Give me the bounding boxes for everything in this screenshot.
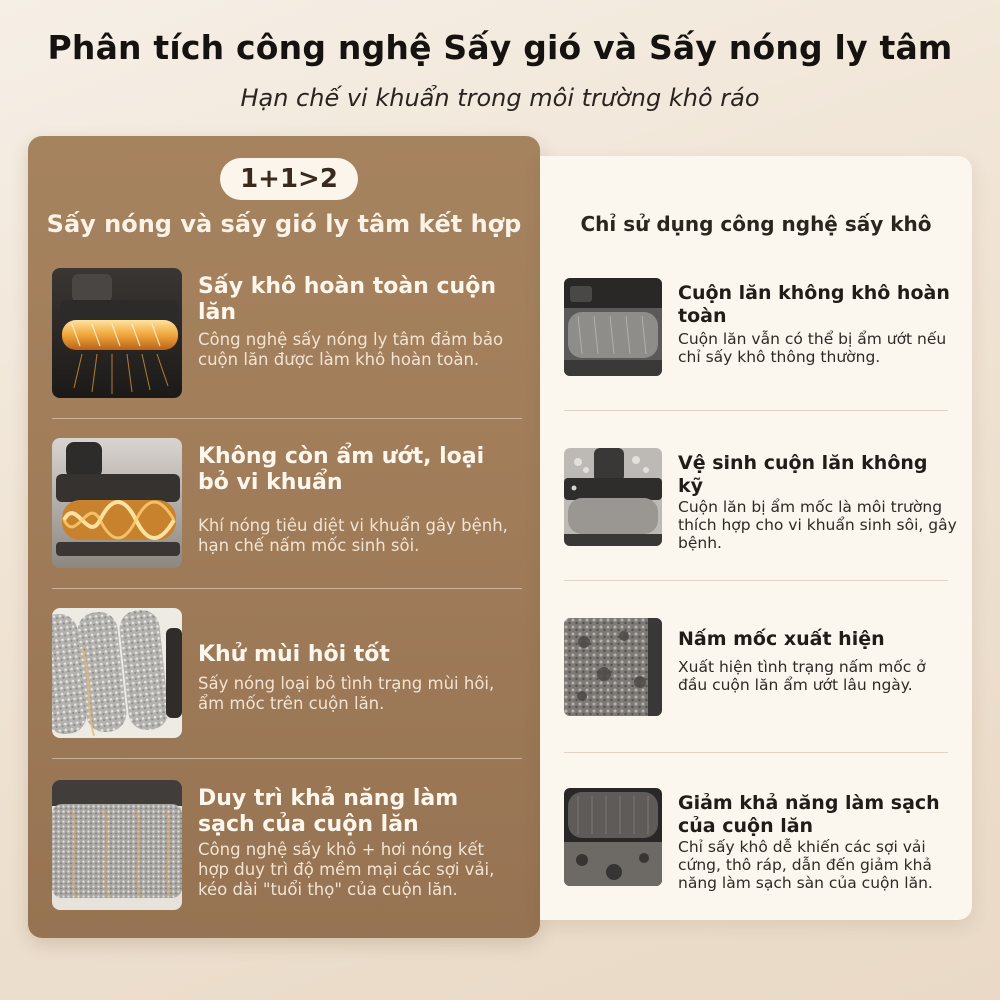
right-item-title: Giảm khả năng làm sạch của cuộn lăn <box>678 792 940 837</box>
right-item-reduced-cleaning <box>564 788 956 892</box>
left-divider <box>52 758 522 759</box>
left-divider <box>52 588 522 589</box>
right-item-title: Vệ sinh cuộn lăn không kỹ <box>678 452 928 497</box>
right-item-description: Cuộn lăn bị ẩm mốc là môi trường thích hợp cho vi khuẩn sinh sôi, gây bệnh. <box>678 498 957 552</box>
right-panel-heading: Chỉ sử dụng công nghệ sấy khô <box>580 212 932 236</box>
dry-only-panel <box>540 156 972 920</box>
left-item-maintain-cleaning <box>52 780 522 912</box>
right-divider <box>564 580 948 581</box>
right-item-description: Chỉ sấy khô dễ khiến các sợi vải cứng, thô ráp, dẫn đến giảm khả năng làm sạch sàn của cuộn lăn. <box>678 838 933 892</box>
left-item-no-moisture <box>52 438 522 570</box>
comparison-badge: 1+1>2 <box>220 158 358 200</box>
right-item-description: Cuộn lăn vẫn có thể bị ẩm ướt nếu chỉ sấy khô thông thường. <box>678 330 947 366</box>
right-item-description: Xuất hiện tình trạng nấm mốc ở đầu cuộn lăn ẩm ướt lâu ngày. <box>678 658 926 694</box>
left-item-title: Sấy khô hoàn toàn cuộn lăn <box>198 274 496 325</box>
left-item-description: Khí nóng tiêu diệt vi khuẩn gây bệnh, hạn chế nấm mốc sinh sôi. <box>198 516 508 555</box>
left-item-deodorize <box>52 608 522 740</box>
left-item-complete-drying <box>52 268 522 400</box>
page-subtitle: Hạn chế vi khuẩn trong môi trường khô ráo <box>240 84 760 112</box>
left-item-description: Công nghệ sấy nóng ly tâm đảm bảo cuộn lăn được làm khô hoàn toàn. <box>198 330 504 369</box>
left-item-title: Khử mùi hôi tốt <box>198 642 390 667</box>
damp-roller-image <box>564 278 662 376</box>
left-item-title: Không còn ẩm ướt, loại bỏ vi khuẩn <box>198 444 485 495</box>
left-item-description: Sấy nóng loại bỏ tình trạng mùi hôi, ẩm mốc trên cuộn lăn. <box>198 674 495 713</box>
right-item-not-fully-dry <box>564 278 956 378</box>
hard-fiber-roller-image <box>564 788 662 886</box>
clean-roller-closeup-image <box>52 608 182 738</box>
roller-hot-drying-image <box>52 268 182 398</box>
left-divider <box>52 418 522 419</box>
roller-hot-air-spiral-image <box>52 438 182 568</box>
dirty-roller-image <box>564 448 662 546</box>
right-divider <box>564 752 948 753</box>
page-title: Phân tích công nghệ Sấy gió và Sấy nóng ly tâm <box>47 28 953 67</box>
combined-drying-panel <box>28 136 540 938</box>
left-item-description: Công nghệ sấy khô + hơi nóng kết hợp duy trì độ mềm mại các sợi vải, kéo dài "tuổi thọ" của cuộn lăn. <box>198 840 495 899</box>
left-item-title: Duy trì khả năng làm sạch của cuộn lăn <box>198 786 459 837</box>
right-item-title: Nấm mốc xuất hiện <box>678 628 885 650</box>
left-panel-heading: Sấy nóng và sấy gió ly tâm kết hợp <box>46 210 522 238</box>
right-item-poor-cleaning <box>564 448 957 552</box>
right-divider <box>564 410 948 411</box>
moldy-roller-image <box>564 618 662 716</box>
right-item-title: Cuộn lăn không khô hoàn toàn <box>678 282 950 327</box>
right-item-mold <box>564 618 956 718</box>
soft-roller-fibers-image <box>52 780 182 910</box>
